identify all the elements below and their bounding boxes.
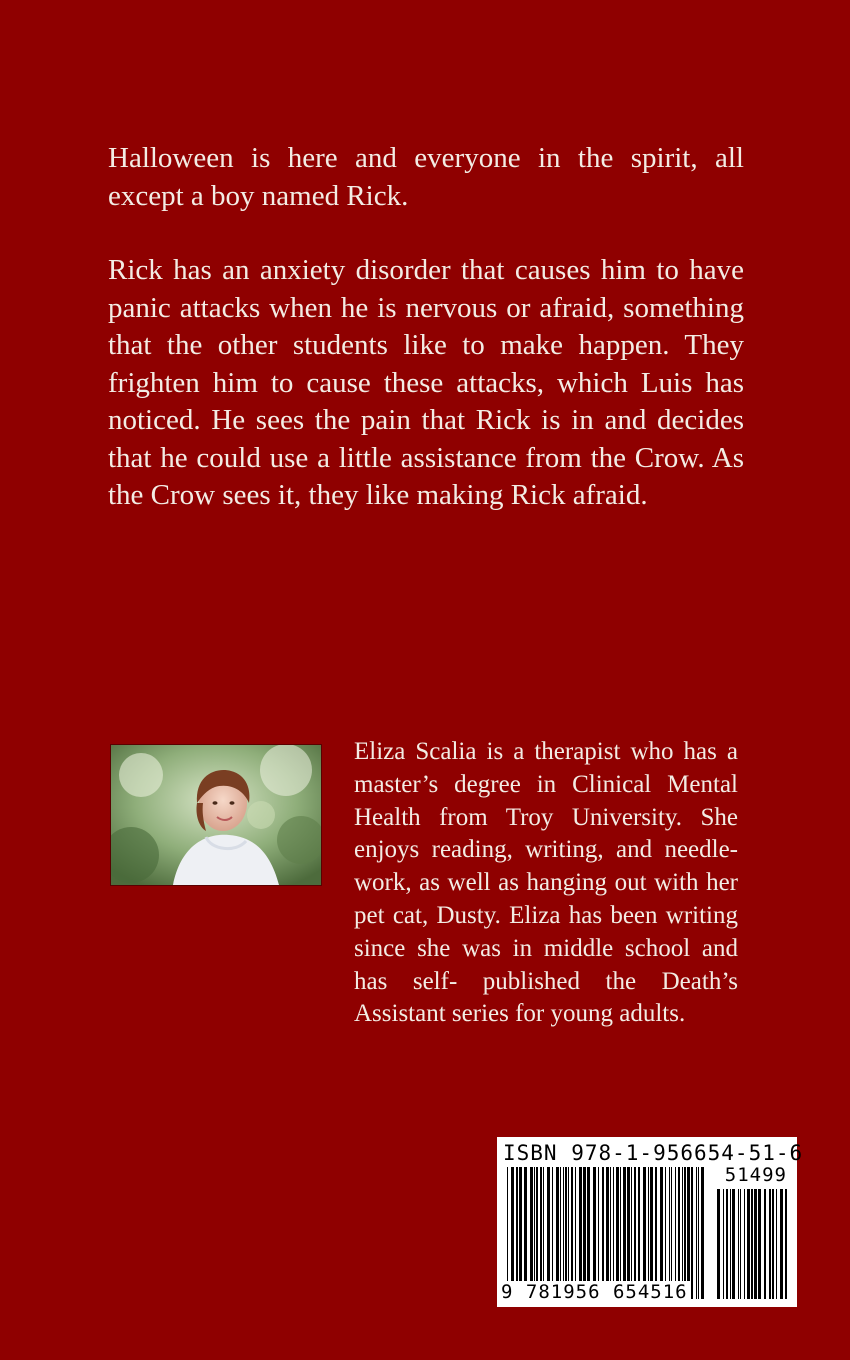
- barcode-bar: [785, 1189, 787, 1299]
- barcode-bar: [682, 1167, 683, 1299]
- barcode-bar: [511, 1167, 514, 1299]
- barcode-bar: [547, 1167, 550, 1299]
- barcode-bar: [634, 1167, 636, 1299]
- barcode-bar: [534, 1167, 535, 1299]
- barcode-bar: [758, 1189, 761, 1299]
- barcode-bar: [678, 1167, 680, 1299]
- price-code: 51499: [724, 1164, 787, 1186]
- barcode-bar: [623, 1167, 626, 1299]
- barcode-bar: [524, 1167, 527, 1299]
- barcode-bar: [780, 1189, 783, 1299]
- barcode-bar: [631, 1167, 632, 1299]
- isbn-label: ISBN 978-1-956654-51-6: [503, 1141, 804, 1165]
- author-bio: Eliza Scalia is a therapist who has a master’s degree in Clinical Mental Health from Troy University. She enjoys reading, writing, and needle-work, as well as hanging out with her pet cat, Dusty. Eliza has been writing since she was in middle school and has self- published the Death’s Assistant series for young adults.: [354, 738, 738, 1028]
- barcode-bar: [738, 1189, 739, 1299]
- barcode-bar: [530, 1167, 533, 1299]
- barcode-bar: [747, 1189, 750, 1299]
- barcode-bar: [507, 1167, 508, 1299]
- barcode-bar: [764, 1189, 766, 1299]
- barcode-bar: [613, 1167, 614, 1299]
- barcode-bar: [519, 1167, 522, 1299]
- barcode-bar: [565, 1167, 567, 1299]
- synopsis-text: [108, 140, 744, 552]
- barcode-bar: [648, 1167, 649, 1299]
- barcode-bar: [650, 1167, 653, 1299]
- barcode-bar: [717, 1189, 720, 1299]
- barcode-bar: [730, 1189, 731, 1299]
- barcode-bar: [696, 1167, 697, 1299]
- barcode-bar: [772, 1189, 774, 1299]
- barcode-bar: [665, 1167, 666, 1299]
- barcode-bar: [643, 1167, 646, 1299]
- barcode-bar: [751, 1189, 753, 1299]
- barcode-bar: [583, 1167, 586, 1299]
- barcode-bar: [769, 1189, 771, 1299]
- barcode-digits: 9 781956 654516: [501, 1281, 688, 1303]
- barcode-bar: [723, 1189, 724, 1299]
- barcode-bar: [684, 1167, 686, 1299]
- barcode-bar: [536, 1167, 538, 1299]
- barcode-bar: [698, 1167, 699, 1299]
- barcode-bar: [571, 1167, 573, 1299]
- barcode-bar: [754, 1189, 757, 1299]
- barcode-bar: [732, 1189, 735, 1299]
- barcode-bar: [516, 1167, 518, 1299]
- barcode-bar: [744, 1189, 745, 1299]
- barcode-bar: [620, 1167, 621, 1299]
- barcode-bar: [568, 1167, 569, 1299]
- ean13-bars: [505, 1167, 705, 1299]
- barcode-bar: [610, 1167, 611, 1299]
- barcode-bar: [671, 1167, 672, 1299]
- barcode-bar: [602, 1167, 604, 1299]
- barcode-bar: [540, 1167, 542, 1299]
- barcode-bar: [701, 1167, 704, 1299]
- barcode-bar: [552, 1167, 553, 1299]
- author-photo: [110, 744, 322, 886]
- barcode-bar: [675, 1167, 676, 1299]
- barcode-bar: [606, 1167, 609, 1299]
- barcode-bar: [660, 1167, 663, 1299]
- price-add-on-bars: [715, 1189, 789, 1299]
- barcode-bar: [556, 1167, 559, 1299]
- barcode-bar: [776, 1189, 777, 1299]
- barcode-bar: [740, 1189, 741, 1299]
- barcode-bar: [691, 1167, 693, 1299]
- barcode-bar: [598, 1167, 599, 1299]
- barcode-bar: [669, 1167, 670, 1299]
- barcode-bar: [560, 1167, 561, 1299]
- barcode-bar: [616, 1167, 619, 1299]
- synopsis-paragraph-1: Halloween is here and everyone in the spirit, all except a boy named Rick.: [108, 142, 744, 212]
- barcode-bar: [726, 1189, 728, 1299]
- barcode-bar: [579, 1167, 582, 1299]
- barcode-bar: [627, 1167, 630, 1299]
- barcode-bar: [575, 1167, 576, 1299]
- barcode-bar: [638, 1167, 640, 1299]
- barcode-bar: [587, 1167, 590, 1299]
- barcode-bar: [593, 1167, 596, 1299]
- barcode-bar: [655, 1167, 657, 1299]
- barcode-bar: [563, 1167, 564, 1299]
- barcode-bar: [687, 1167, 690, 1299]
- barcode-bar: [543, 1167, 544, 1299]
- synopsis-paragraph-2: Rick has an anxiety disorder that causes him to have panic attacks when he is nervous or afraid, something that the other students like to make happen. They frighten him to cause these attacks, which Luis has noticed. He sees the pain that Rick is in and decides that he could use a little assistance from the Crow. As the Crow sees it, they like making Rick afraid.: [108, 254, 744, 511]
- isbn-barcode: [497, 1137, 804, 1307]
